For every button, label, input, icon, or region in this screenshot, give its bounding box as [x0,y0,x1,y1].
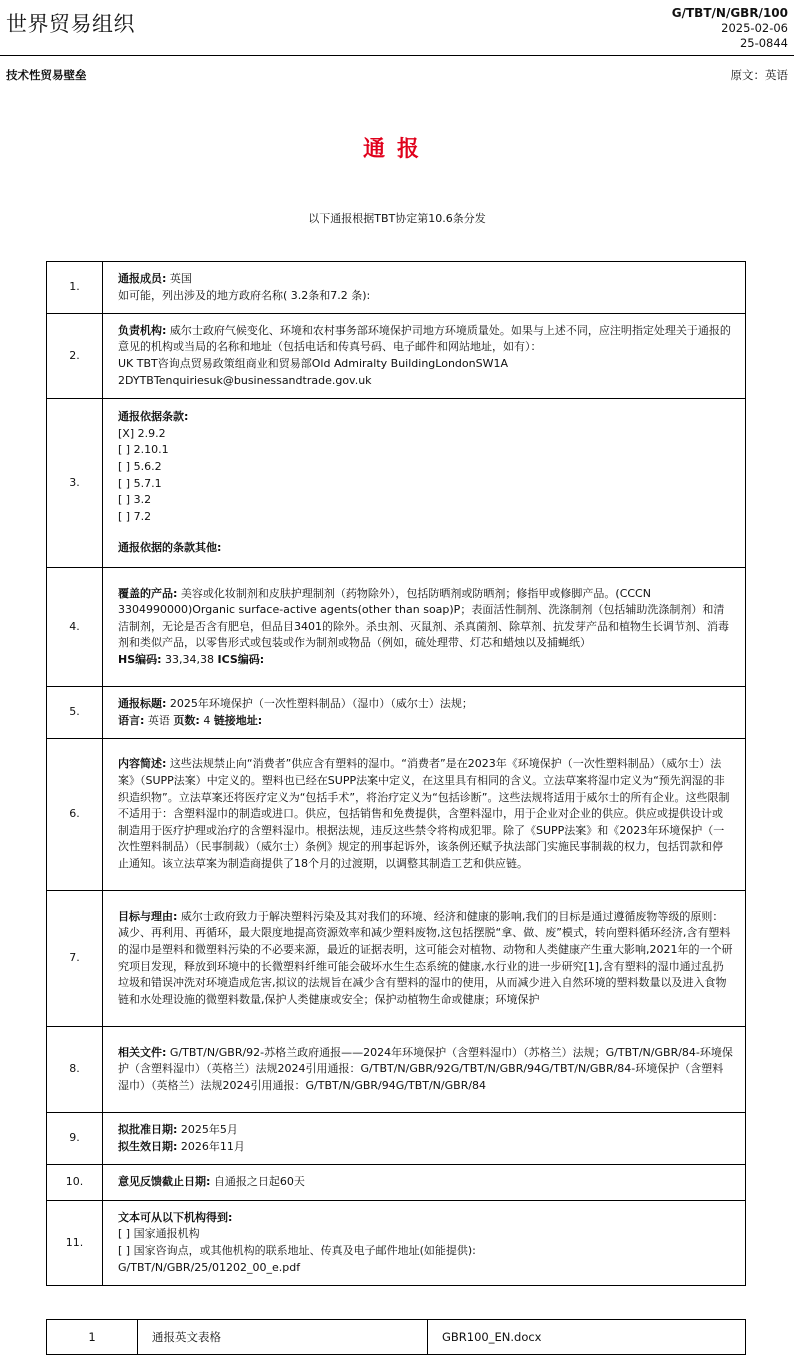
article-label: 通报依据条款: [118,410,189,424]
adoption-value: 2025年5月 [180,1122,238,1136]
text-available-line: [ ] 国家咨询点，或其他机构的联系地址、传真及电子邮件地址(如能提供): [118,1244,476,1257]
table-row [47,262,746,314]
row-content [103,1165,746,1201]
document-info [672,6,788,51]
attachment-number: 1 [47,1320,138,1355]
row-number: 6. [47,739,103,891]
row-content [103,568,746,687]
attachment-file[interactable]: GBR100_EN.docx [428,1320,746,1355]
member-value: 英国 [169,271,192,285]
table-row [47,687,746,739]
text-file-link[interactable]: G/TBT/N/GBR/25/01202_00_e.pdf [118,1260,301,1274]
enquiry-email-line: 2DYTBTenquiriesuk@businessandtrade.gov.uk [118,373,372,387]
original-language: 原文：英语 [730,68,788,82]
document-number: 25-0844 [739,36,788,50]
comment-deadline-label: 意见反馈截止日期: [118,1175,211,1189]
member-label: 通报成员: [118,271,167,285]
title-text: 2025年环境保护（一次性塑料制品）（湿巾）（威尔士）法规； [169,696,473,710]
row-number: 8. [47,1027,103,1113]
document-symbol: G/TBT/N/GBR/100 [671,6,788,20]
products-label: 覆盖的产品: [118,586,178,600]
description-text: 这些法规禁止向“消费者”供应含有塑料的湿巾。“消费者”是在2023年《环境保护（一次性塑料制品）（威尔士）法案》（SUPP法案）中定义的。塑料也已经在SUPP法案中定义，在这里具有相同的含义。立法草案将湿巾定义为“预先润湿的非织造织物”。立法草案还将医疗定义为“包括手术”，将治疗定义为“包括诊断”。这些法规将适用于威尔士的所有企业。这些限制不适用于：含塑料湿巾的制造或进口。供应，包括销售和免费提供，含塑料湿巾，用于企业对企业的供应。供应或提供设计或制造用于医疗护理或治疗的含塑料湿巾。根据法规，违反这些禁令将构成犯罪。除了《SUPP法案》和《2023年环境保护（一次性塑料制品）（民事制裁）（威尔士）条例》规定的刑事起诉外，该条例还赋予执法部门实施民事制裁的权力，包括罚款和停止通知。该立法草案为制造商提供了18个月的过渡期，以调整其制造工艺和供应链。 [118,757,730,870]
adoption-line [118,1122,733,1139]
table-row [47,1165,746,1201]
row-content [103,739,746,891]
row-content [103,891,746,1027]
document-date: 2025-02-06 [721,21,788,35]
codes-line [118,652,733,669]
row-content [103,1113,746,1165]
pages-value: 4 [203,713,211,727]
row-number: 5. [47,687,103,739]
table-row [47,1113,746,1165]
attachment-table [46,1319,746,1355]
table-row [47,891,746,1027]
objective-label: 目标与理由: [118,909,178,923]
row-number: 3. [47,399,103,568]
products-text: 美容或化妆制剂和皮肤护理制剂（药物除外），包括防晒剂或防晒剂；修指甲或修脚产品。(CCCN 3304990000)Organic surface-active agents(other than soap)P；表面活性制剂、洗涤制剂（包括辅助洗涤制剂）和清洁制剂，无论是否含有肥皂，但品目3401的除外。杀虫剂、灭鼠剂、杀真菌剂、除草剂、抗发芽产品和植物生长调节剂、消毒剂和类似产品，以零售形式或包装或作为制剂或物品（例如，硫处理带、灯芯和蜡烛以及捕蝇纸） [118,586,729,650]
row-number: 10. [47,1165,103,1201]
row-number: 9. [47,1113,103,1165]
enquiry-point-line: UK TBT咨询点贸易政策组商业和贸易部Old Admiralty BuildingLondonSW1A [118,357,508,370]
table-row [47,314,746,399]
pages-label: 页数: [173,713,200,727]
category-label: 技术性贸易壁垒 [6,68,87,82]
row-content [103,399,746,568]
table-row [47,399,746,568]
article-item: [ ] 2.10.1 [118,443,169,457]
agency-text: 威尔士政府气候变化、环境和农村事务部环境保护司地方环境质量处。如果与上述不同，应注明指定处理关于通报的意见的机构或当局的名称和地址（包括电话和传真号码、电子邮件和网站地址，如有）： [118,323,731,354]
row-number: 7. [47,891,103,1027]
entry-into-force-value: 2026年11月 [180,1139,245,1153]
language-value: 英语 [147,713,170,727]
related-docs-label: 相关文件: [118,1045,167,1059]
row-content [103,1201,746,1286]
description-label: 内容简述: [118,757,167,771]
article-item: [ ] 5.7.1 [118,476,162,490]
table-row [47,739,746,891]
objective-text: 威尔士政府致力于解决塑料污染及其对我们的环境、经济和健康的影响,我们的目标是通过遵循废物等级的原则：减少、再利用、再循环，最大限度地提高资源效率和减少塑料废物,这包括摆脱“拿、做、废”模式，转向塑料循环经济,含有塑料的湿巾是塑料和微塑料污染的不必要来源，最近的证据表明，这可能会对植物、动物和人类健康产生重大影响,2021年的一个研究项目发现，释放到环境中的长微塑料纤维可能会破坏水生生态系统的健康,水行业的进一步研究[1],含有塑料的湿巾通过乱扔垃圾和错误冲洗对环境造成危害,拟议的法规旨在减少含有塑料的湿巾的使用，从而减少进入自然环境的塑料数量以及进入食物链和水处理设施的微塑料数量,保护人类健康或安全；保护动植物生命或健康；环境保护 [118,909,733,1006]
row-number: 1. [47,262,103,314]
adoption-label: 拟批准日期: [118,1122,178,1136]
attachment-row [47,1320,746,1355]
article-item: [ ] 7.2 [118,509,152,523]
hs-value: 33,34,38 [165,652,215,666]
article-item: [ ] 3.2 [118,493,152,507]
language-label: 语言: [118,713,145,727]
attachment-description: 通报英文表格 [138,1320,428,1355]
link-label: 链接地址: [213,713,263,727]
header-divider [0,55,794,56]
comment-deadline-value: 自通报之日起60天 [213,1175,305,1189]
table-row [47,1201,746,1286]
ics-label: ICS编码: [217,652,265,666]
article-item: [ ] 5.6.2 [118,459,162,473]
related-docs-text: G/TBT/N/GBR/92-苏格兰政府通报——2024年环境保护（含塑料湿巾）（苏格兰）法规；G/TBT/N/GBR/84-环境保护（含塑料湿巾）（英格兰）法规2024引用通报：G/TBT/N/GBR/92G/TBT/N/GBR/94G/TBT/N/GBR/84-环境保护（含塑料湿巾）（英格兰）法规2024引用通报：G/TBT/N/GBR/94G/TBT/N/GBR/84 [118,1045,733,1092]
table-row [47,568,746,687]
notification-table [46,261,746,1286]
article-item: [X] 2.9.2 [118,426,166,440]
title-label: 通报标题: [118,696,167,710]
row-number: 2. [47,314,103,399]
row-number: 11. [47,1201,103,1286]
row-content [103,1027,746,1113]
page-title: 通报 [362,137,431,162]
local-gov-text: 如可能，列出涉及的地方政府名称( 3.2条和7.2 条): [118,288,371,302]
text-available-label: 文本可从以下机构得到: [118,1210,233,1224]
row-number: 4. [47,568,103,687]
entry-into-force-line [118,1139,733,1156]
row-content [103,314,746,399]
hs-label: HS编码: [118,652,162,666]
agency-label: 负责机构: [118,323,167,337]
page-subtitle: 以下通报根据TBT协定第10.6条分发 [308,212,486,225]
organization-name: 世界贸易组织 [6,12,135,36]
text-available-line: [ ] 国家通报机构 [118,1227,200,1241]
row-content [103,262,746,314]
article-other-label: 通报依据的条款其他: [118,541,222,555]
table-row [47,1027,746,1113]
row-content [103,687,746,739]
entry-into-force-label: 拟生效日期: [118,1139,178,1153]
language-line [118,713,733,730]
